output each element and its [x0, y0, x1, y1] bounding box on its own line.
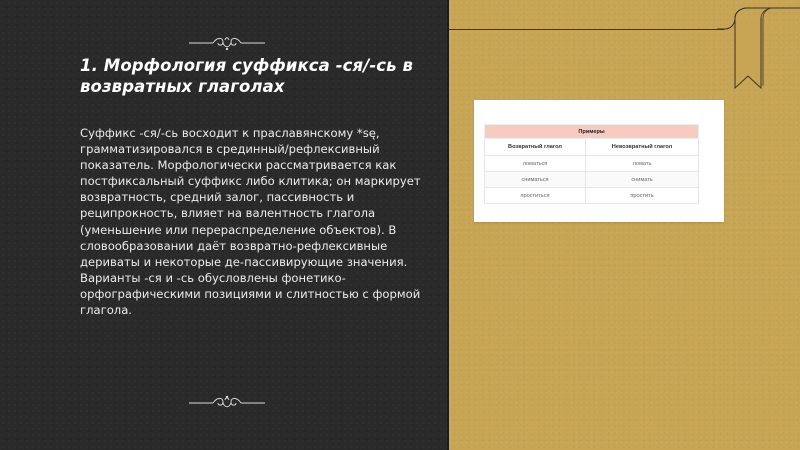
table-row [485, 188, 699, 204]
table-row [485, 156, 699, 172]
table-image [474, 100, 724, 222]
table-cell: ломать [586, 156, 699, 172]
table-header-reflexive: Возвратный глагол [485, 139, 586, 156]
table-cell: снимать [586, 172, 699, 188]
decorative-line [449, 29, 724, 30]
table-row [485, 172, 699, 188]
table-cell: ломаться [485, 156, 586, 172]
table-cell: простить [586, 188, 699, 204]
table-header-nonreflexive: Невозвратный глагол [586, 139, 699, 156]
ornament-top-icon [187, 34, 267, 52]
ornament-bottom-icon [187, 394, 267, 412]
bookmark-ribbon-icon [717, 0, 800, 96]
slide-title: 1. Морфология суффикса -ся/-сь в возвратных глаголах [80, 56, 414, 96]
examples-table [484, 124, 699, 204]
table-cell: сниматься [485, 172, 586, 188]
table-caption: Примеры [485, 125, 699, 139]
table-cell: проститься [485, 188, 586, 204]
body-text: Суффикс -ся/-сь восходит к праславянскому *sę, грамматизировался в срединный/рефлексивный показатель. Морфологически рассматривается как постфиксальный суффикс либо клитика; он маркирует возвратность, средний залог, пассивность и реципрокность, влияет на валентность глагола (уменьшение или перераспределение объектов). В словообразовании даёт возвратно-рефлексивные дериваты и некоторые де-пассивирующие значения. Варианты -ся и -сь обусловлены фонетико-орфографическими позициями и слитностью с формой глагола. [80, 126, 421, 318]
